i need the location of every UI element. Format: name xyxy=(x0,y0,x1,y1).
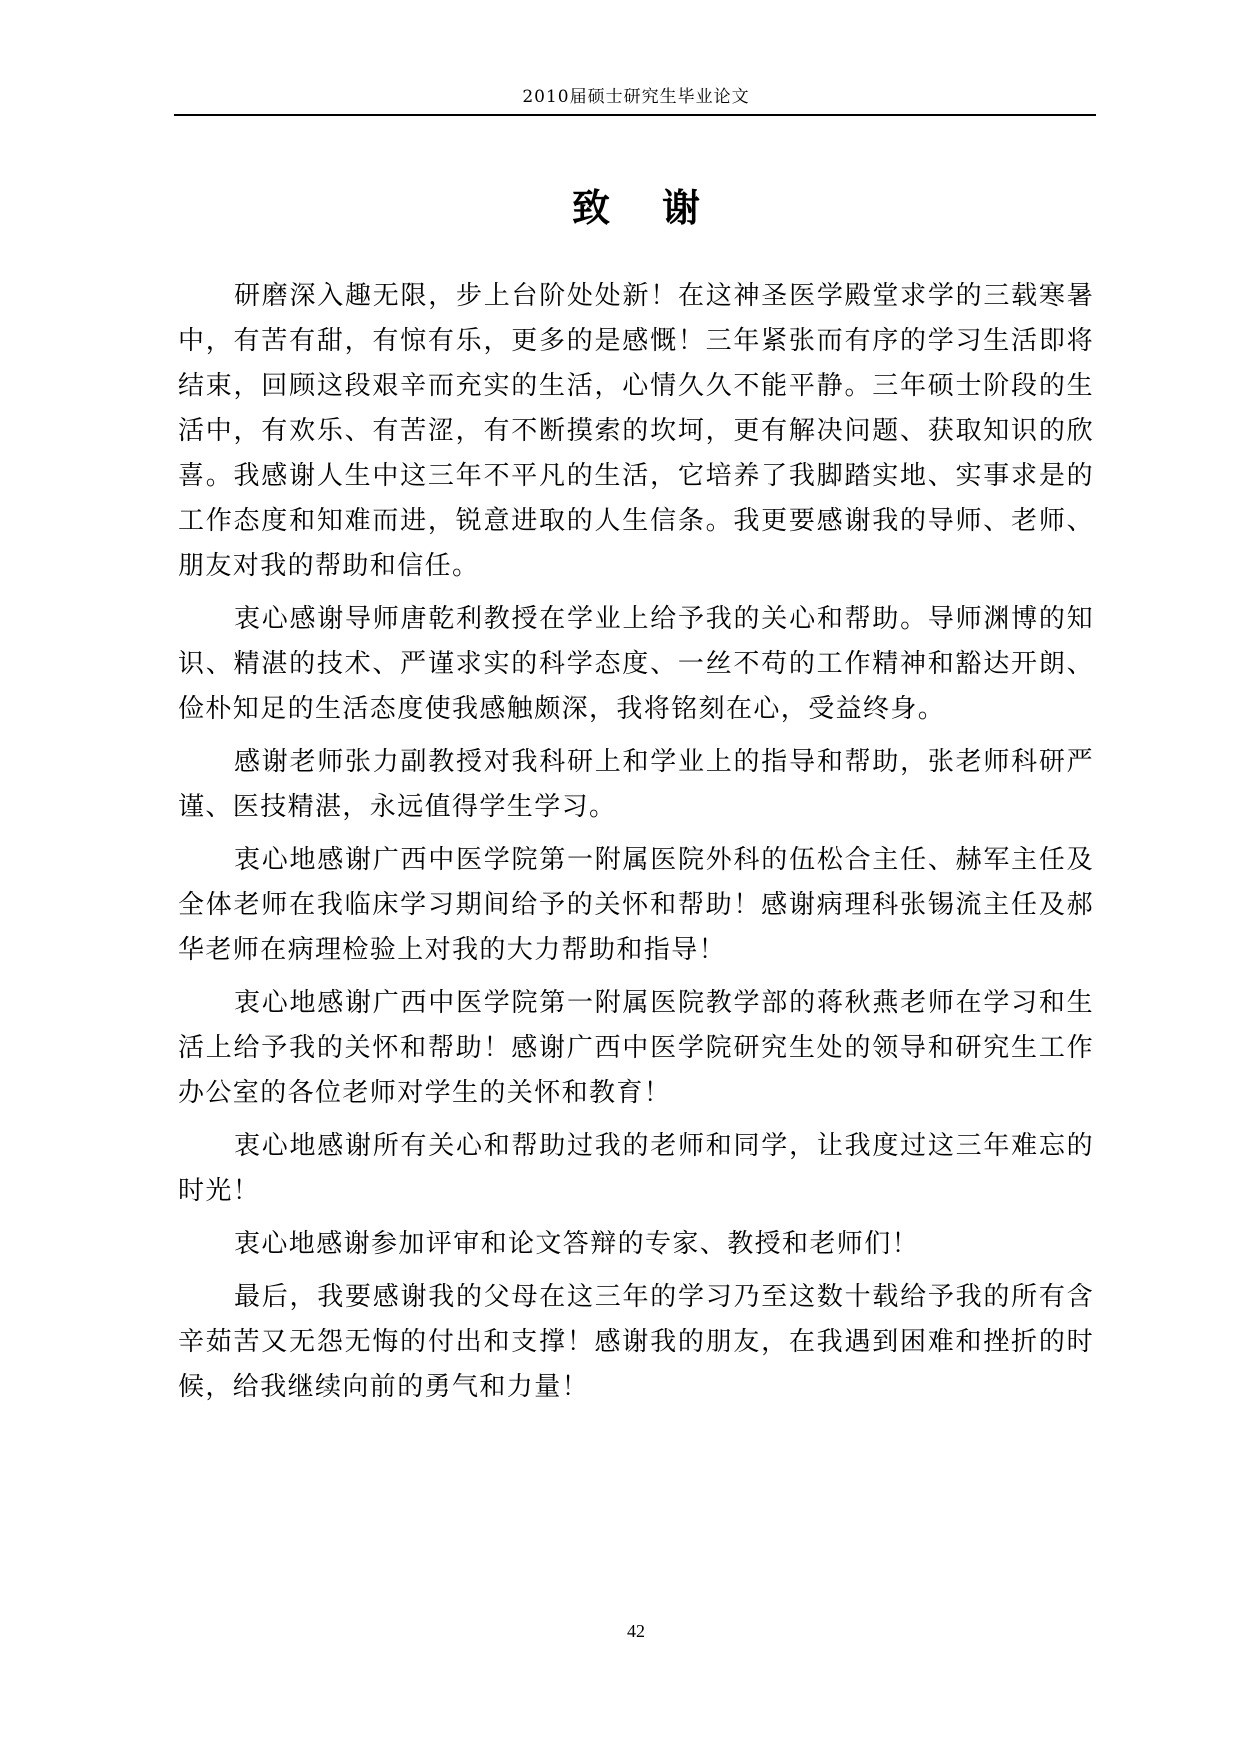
paragraph-5: 衷心地感谢广西中医学院第一附属医院教学部的蒋秋燕老师在学习和生活上给予我的关怀和帮助！感谢广西中医学院研究生处的领导和研究生工作办公室的各位老师对学生的关怀和教育！ xyxy=(178,988,1094,1108)
paragraph-8: 最后，我要感谢我的父母在这三年的学习乃至这数十载给予我的所有含辛茹苦又无怨无悔的付出和支撑！感谢我的朋友，在我遇到困难和挫折的时候，给我继续向前的勇气和力量！ xyxy=(178,1282,1094,1402)
running-header: 2010届硕士研究生毕业论文 xyxy=(522,87,750,107)
body-text xyxy=(178,274,1094,1418)
paragraph-4: 衷心地感谢广西中医学院第一附属医院外科的伍松合主任、赫军主任及全体老师在我临床学习期间给予的关怀和帮助！感谢病理科张锡流主任及郝华老师在病理检验上对我的大力帮助和指导！ xyxy=(178,845,1094,965)
header-rule xyxy=(174,114,1096,116)
paragraph-1: 研磨深入趣无限，步上台阶处处新！在这神圣医学殿堂求学的三载寒暑中，有苦有甜，有惊有乐，更多的是感慨！三年紧张而有序的学习生活即将结束，回顾这段艰辛而充实的生活，心情久久不能平静。三年硕士阶段的生活中，有欢乐、有苦涩，有不断摸索的坎坷，更有解决问题、获取知识的欣喜。我感谢人生中这三年不平凡的生活，它培养了我脚踏实地、实事求是的工作态度和知难而进，锐意进取的人生信条。我更要感谢我的导师、老师、朋友对我的帮助和信任。 xyxy=(178,281,1094,581)
paragraph-7: 衷心地感谢参加评审和论文答辩的专家、教授和老师们！ xyxy=(234,1229,920,1259)
paragraph-2: 衷心感谢导师唐乾利教授在学业上给予我的关心和帮助。导师渊博的知识、精湛的技术、严谨求实的科学态度、一丝不苟的工作精神和豁达开朗、俭朴知足的生活态度使我感触颇深，我将铭刻在心，受益终身。 xyxy=(178,604,1094,724)
page-number: 42 xyxy=(627,1621,645,1641)
paragraph-6: 衷心地感谢所有关心和帮助过我的老师和同学，让我度过这三年难忘的时光！ xyxy=(178,1131,1094,1206)
paragraph-3: 感谢老师张力副教授对我科研上和学业上的指导和帮助，张老师科研严谨、医技精湛，永远值得学生学习。 xyxy=(178,747,1094,822)
page-title: 致谢 xyxy=(571,186,752,230)
